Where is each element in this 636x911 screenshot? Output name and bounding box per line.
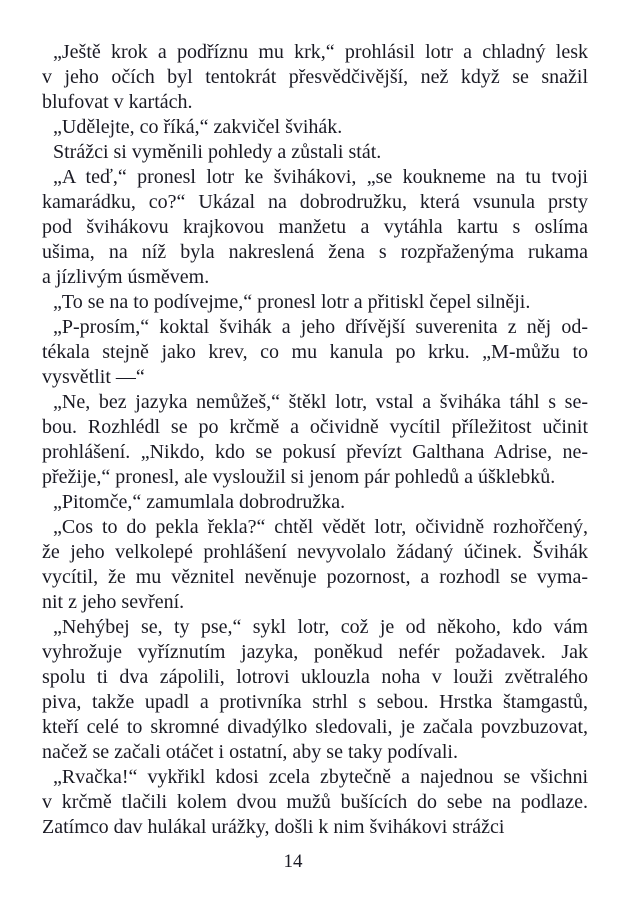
text-line: a jízlivým úsměvem. (42, 266, 210, 288)
text-block (42, 40, 588, 840)
text-line: přežije,“ pronesl, ale vysloužil si jenom pár pohledů a úšklebků. (42, 466, 556, 488)
text-line: Strážci si vyměnili pohledy a zůstali stát. (53, 141, 382, 163)
text-line: „Nehýbej se, ty pse,“ sykl lotr, což je od někoho, kdo vám (53, 616, 588, 638)
text-line: že jeho velkolepé prohlášení nevyvolalo žádaný účinek. Švihák (42, 541, 588, 563)
text-line: vyhrožuje vyříznutím jazyka, poněkud nefér požadavek. Jak (42, 641, 588, 663)
paragraph (42, 615, 588, 765)
text-line: „A teď,“ pronesl lotr ke švihákovi, „se koukneme na tu tvoji (53, 166, 588, 188)
paragraph (42, 115, 588, 140)
text-line: kamarádku, co?“ Ukázal na dobrodružku, která vsunula prsty (42, 191, 588, 213)
text-line: prohlášení. „Nikdo, kdo se pokusí převízt Galthana Adrise, ne- (42, 441, 588, 463)
paragraph (42, 765, 588, 840)
text-line: načež se začali otáčet i ostatní, aby se taky podívali. (42, 741, 458, 763)
text-line: v krčmě tlačili kolem dvou mužů bušících do sebe na podlaze. (42, 791, 588, 813)
text-line: spolu ti dva zápolili, lotrovi uklouzla noha v louži zvětralého (42, 666, 588, 688)
text-line: Zatímco dav hulákal urážky, došli k nim švihákovi strážci (42, 816, 505, 838)
text-line: vycítil, že mu věznitel nevěnuje pozornost, a rozhodl se vyma- (42, 566, 588, 588)
text-line: piva, takže upadl a protivníka strhl s sebou. Hrstka štamgastů, (42, 691, 588, 713)
paragraph (42, 490, 588, 515)
text-line: „Ne, bez jazyka nemůžeš,“ štěkl lotr, vstal a šviháka táhl s se- (53, 391, 588, 413)
text-line: vysvětlit —“ (42, 366, 145, 388)
text-line: pod švihákovu krajkovou manžetu a vytáhla kartu s oslíma (42, 216, 588, 238)
paragraph (42, 290, 588, 315)
text-line: ušima, na níž byla nakreslená žena s rozpřaženýma rukama (42, 241, 588, 263)
text-line: nit z jeho sevření. (42, 591, 185, 613)
paragraph (42, 315, 588, 390)
text-line: blufovat v kartách. (42, 91, 193, 113)
paragraph (42, 40, 588, 115)
text-line: bou. Rozhlédl se po krčmě a očividně vycítil příležitost učinit (42, 416, 588, 438)
text-line: „To se na to podívejme,“ pronesl lotr a přitiskl čepel silněji. (53, 291, 531, 313)
text-line: „Pitomče,“ zamumlala dobrodružka. (53, 491, 346, 513)
text-line: „P-prosím,“ koktal švihák a jeho dřívější suverenita z něj od- (53, 316, 588, 338)
page-number: 14 (283, 851, 303, 872)
paragraph (42, 515, 588, 615)
text-line: kteří celé to skromné divadýlko sledovali, je začala povzbuzovat, (42, 716, 588, 738)
text-line: „Cos to do pekla řekla?“ chtěl vědět lotr, očividně rozhořčený, (53, 516, 588, 538)
paragraph (42, 140, 588, 165)
text-line: „Ještě krok a podříznu mu krk,“ prohlásil lotr a chladný lesk (53, 41, 588, 63)
text-line: tékala stejně jako krev, co mu kanula po krku. „M-můžu to (42, 341, 588, 363)
text-line: v jeho očích byl tentokrát přesvědčivější, než když se snažil (42, 66, 588, 88)
text-line: „Udělejte, co říká,“ zakvičel švihák. (53, 116, 343, 138)
paragraph (42, 390, 588, 490)
paragraph (42, 165, 588, 290)
text-line: „Rvačka!“ vykřikl kdosi zcela zbytečně a najednou se všichni (53, 766, 588, 788)
